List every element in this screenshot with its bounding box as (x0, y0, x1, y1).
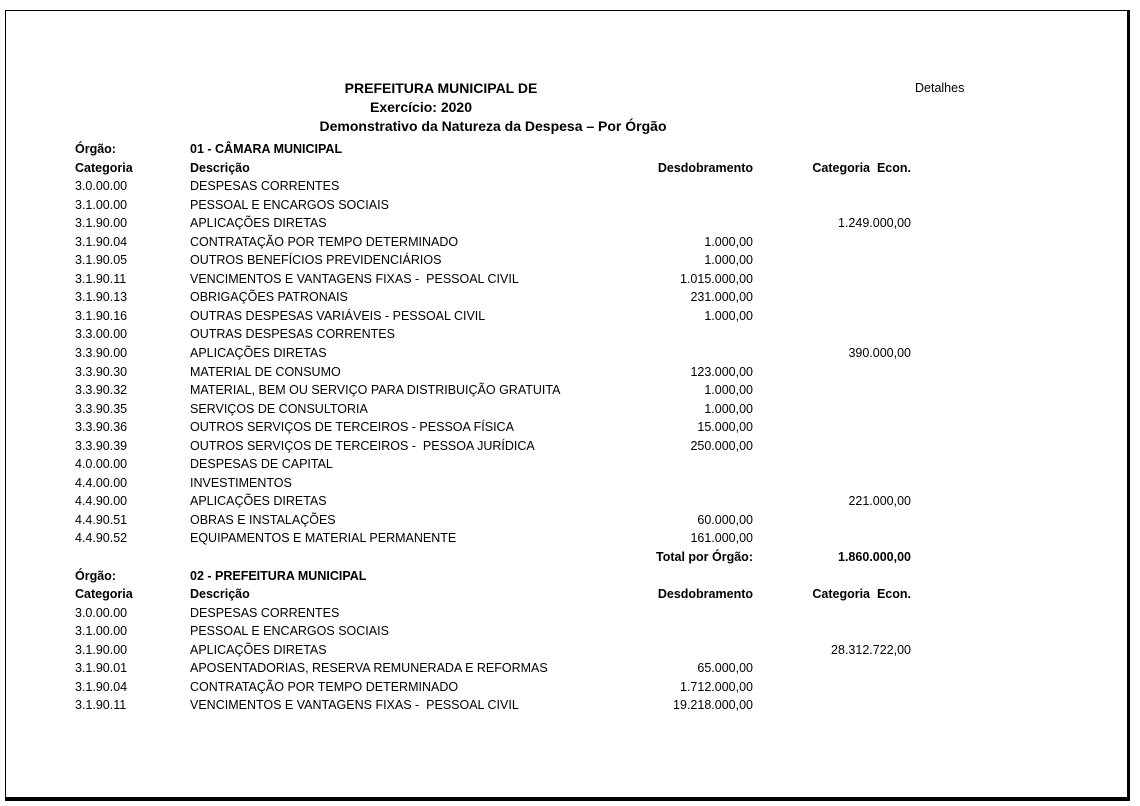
row-desdobramento-value (640, 492, 753, 511)
row-description: DESPESAS CORRENTES (190, 179, 340, 194)
col-categoria-econ: Categoria Econ. (812, 160, 911, 175)
row-code: 3.1.90.13 (75, 290, 128, 305)
table-row (75, 437, 911, 456)
row-description: EQUIPAMENTOS E MATERIAL PERMANENTE (190, 531, 457, 546)
row-code: 3.3.90.39 (75, 438, 128, 453)
total-value: 1.860.000,00 (838, 550, 911, 565)
row-desdobramento-value: 1.000,00 (704, 308, 753, 323)
row-desdobramento-value: 250.000,00 (690, 438, 753, 453)
table-row (75, 696, 911, 715)
column-header-row (75, 159, 911, 178)
col-descricao: Descrição (190, 587, 250, 602)
page-title: PREFEITURA MUNICIPAL DE (344, 80, 538, 96)
row-desdobramento-value: 1.000,00 (704, 401, 753, 416)
row-categoria-econ-value (753, 251, 911, 270)
table-row (75, 344, 911, 363)
row-description: APOSENTADORIAS, RESERVA REMUNERADA E REFORMAS (190, 661, 548, 676)
orgao-row (75, 567, 911, 586)
table-row (75, 214, 911, 233)
row-description: APLICAÇÕES DIRETAS (190, 346, 327, 361)
table-row (75, 641, 911, 660)
row-categoria-econ-value (753, 418, 911, 437)
table-row (75, 381, 911, 400)
row-categoria-econ-value (753, 696, 911, 715)
row-code: 3.3.90.32 (75, 383, 128, 398)
row-description: CONTRATAÇÃO POR TEMPO DETERMINADO (190, 679, 459, 694)
table-row (75, 622, 911, 641)
row-categoria-econ-value (753, 288, 911, 307)
row-desdobramento-value (640, 177, 753, 196)
row-categoria-econ-value: 28.312.722,00 (831, 642, 911, 657)
row-desdobramento-value: 65.000,00 (697, 661, 753, 676)
row-desdobramento-value: 123.000,00 (690, 364, 753, 379)
row-description: CONTRATAÇÃO POR TEMPO DETERMINADO (190, 234, 459, 249)
table-row (75, 270, 911, 289)
table-row (75, 325, 911, 344)
row-desdobramento-value: 15.000,00 (697, 420, 753, 435)
row-description: VENCIMENTOS E VANTAGENS FIXAS - PESSOAL CIVIL (190, 698, 519, 713)
row-description: OBRIGAÇÕES PATRONAIS (190, 290, 348, 305)
table-row (75, 418, 911, 437)
row-categoria-econ-value (753, 233, 911, 252)
row-categoria-econ-value (753, 511, 911, 530)
row-categoria-econ-value (753, 604, 911, 623)
row-categoria-econ-value (753, 659, 911, 678)
row-code: 3.1.90.16 (75, 308, 128, 323)
row-categoria-econ-value: 1.249.000,00 (838, 216, 911, 231)
report-page (5, 10, 1130, 801)
total-row (75, 548, 911, 567)
row-code: 3.1.90.04 (75, 234, 128, 249)
total-spacer (75, 548, 190, 567)
total-spacer (190, 548, 640, 567)
table-row (75, 177, 911, 196)
orgao-name: 02 - PREFEITURA MUNICIPAL (190, 568, 367, 583)
row-desdobramento-value: 161.000,00 (690, 531, 753, 546)
row-description: OUTROS BENEFÍCIOS PREVIDENCIÁRIOS (190, 253, 442, 268)
row-desdobramento-value: 1.000,00 (704, 234, 753, 249)
row-description: APLICAÇÕES DIRETAS (190, 494, 327, 509)
row-description: PESSOAL E ENCARGOS SOCIAIS (190, 624, 389, 639)
row-description: SERVIÇOS DE CONSULTORIA (190, 401, 368, 416)
orgao-label: Órgão: (75, 142, 116, 156)
col-descricao: Descrição (190, 160, 250, 175)
table-row (75, 307, 911, 326)
table-row (75, 511, 911, 530)
row-desdobramento-value (640, 325, 753, 344)
row-code: 3.1.90.11 (75, 698, 127, 713)
row-desdobramento-value (640, 604, 753, 623)
row-desdobramento-value (640, 474, 753, 493)
report-name: Demonstrativo da Natureza da Despesa – Por Órgão (319, 118, 667, 134)
row-description: APLICAÇÕES DIRETAS (190, 642, 327, 657)
row-description: OUTRAS DESPESAS CORRENTES (190, 327, 395, 342)
row-categoria-econ-value (753, 529, 911, 548)
row-code: 3.0.00.00 (75, 179, 128, 194)
row-code: 3.3.90.35 (75, 401, 128, 416)
exercise-line: Exercício: 2020 (370, 99, 472, 115)
table-row (75, 604, 911, 623)
row-desdobramento-value (640, 214, 753, 233)
row-desdobramento-value: 1.000,00 (704, 383, 753, 398)
table-row (75, 363, 911, 382)
row-description: VENCIMENTOS E VANTAGENS FIXAS - PESSOAL CIVIL (190, 271, 519, 286)
row-desdobramento-value (640, 622, 753, 641)
row-categoria-econ-value (753, 270, 911, 289)
row-desdobramento-value: 1.000,00 (704, 253, 753, 268)
row-description: APLICAÇÕES DIRETAS (190, 216, 327, 231)
table-row (75, 455, 911, 474)
row-categoria-econ-value (753, 196, 911, 215)
row-description: OUTROS SERVIÇOS DE TERCEIROS - PESSOA JURÍDICA (190, 438, 535, 453)
row-code: 3.1.90.04 (75, 679, 128, 694)
row-desdobramento-value (640, 344, 753, 363)
table-row (75, 529, 911, 548)
row-categoria-econ-value: 221.000,00 (848, 494, 911, 509)
row-code: 3.0.00.00 (75, 605, 128, 620)
row-categoria-econ-value (753, 622, 911, 641)
row-categoria-econ-value (753, 678, 911, 697)
row-code: 3.1.90.00 (75, 642, 128, 657)
orgao-row (75, 140, 911, 159)
row-categoria-econ-value (753, 455, 911, 474)
row-code: 4.4.90.51 (75, 512, 128, 527)
row-categoria-econ-value (753, 400, 911, 419)
table-row (75, 288, 911, 307)
row-description: OUTROS SERVIÇOS DE TERCEIROS - PESSOA FÍSICA (190, 420, 514, 435)
table-row (75, 400, 911, 419)
row-code: 3.1.00.00 (75, 624, 128, 639)
row-code: 3.1.90.05 (75, 253, 128, 268)
col-categoria: Categoria (75, 587, 133, 602)
table-row (75, 492, 911, 511)
table-row (75, 678, 911, 697)
row-desdobramento-value: 19.218.000,00 (673, 698, 753, 713)
row-categoria-econ-value (753, 381, 911, 400)
row-code: 3.1.00.00 (75, 197, 128, 212)
row-categoria-econ-value (753, 307, 911, 326)
col-categoria: Categoria (75, 160, 133, 175)
row-categoria-econ-value (753, 177, 911, 196)
row-desdobramento-value (640, 641, 753, 660)
row-code: 3.3.00.00 (75, 327, 128, 342)
row-code: 3.1.90.00 (75, 216, 128, 231)
row-code: 4.4.90.52 (75, 531, 128, 546)
row-description: DESPESAS DE CAPITAL (190, 457, 333, 472)
row-code: 3.1.90.11 (75, 271, 127, 286)
col-desdobramento: Desdobramento (657, 160, 753, 175)
orgao-name: 01 - CÂMARA MUNICIPAL (190, 142, 343, 156)
report-table (75, 140, 911, 715)
row-description: INVESTIMENTOS (190, 475, 292, 490)
row-code: 4.0.00.00 (75, 457, 128, 472)
orgao-label: Órgão: (75, 568, 116, 583)
row-desdobramento-value (640, 455, 753, 474)
total-label: Total por Órgão: (656, 550, 753, 565)
table-row (75, 659, 911, 678)
row-desdobramento-value: 60.000,00 (697, 512, 753, 527)
row-code: 3.3.90.00 (75, 346, 128, 361)
row-categoria-econ-value (753, 437, 911, 456)
row-desdobramento-value: 231.000,00 (690, 290, 753, 305)
col-desdobramento: Desdobramento (657, 587, 753, 602)
row-code: 3.1.90.01 (75, 661, 128, 676)
col-categoria-econ: Categoria Econ. (812, 587, 911, 602)
row-code: 3.3.90.36 (75, 420, 128, 435)
row-categoria-econ-value (753, 474, 911, 493)
table-row (75, 233, 911, 252)
row-categoria-econ-value (753, 325, 911, 344)
column-header-row (75, 585, 911, 604)
row-desdobramento-value: 1.015.000,00 (680, 271, 753, 286)
row-description: DESPESAS CORRENTES (190, 605, 340, 620)
row-categoria-econ-value: 390.000,00 (848, 346, 911, 361)
table-row (75, 196, 911, 215)
row-description: MATERIAL DE CONSUMO (190, 364, 341, 379)
row-desdobramento-value (640, 196, 753, 215)
table-row (75, 474, 911, 493)
row-desdobramento-value: 1.712.000,00 (680, 679, 753, 694)
row-code: 4.4.90.00 (75, 494, 128, 509)
detalhes-label: Detalhes (915, 81, 965, 95)
row-description: PESSOAL E ENCARGOS SOCIAIS (190, 197, 389, 212)
row-categoria-econ-value (753, 363, 911, 382)
row-code: 3.3.90.30 (75, 364, 128, 379)
row-description: OUTRAS DESPESAS VARIÁVEIS - PESSOAL CIVIL (190, 308, 486, 323)
row-description: OBRAS E INSTALAÇÕES (190, 512, 336, 527)
row-description: MATERIAL, BEM OU SERVIÇO PARA DISTRIBUIÇÃO GRATUITA (190, 383, 561, 398)
row-code: 4.4.00.00 (75, 475, 128, 490)
table-row (75, 251, 911, 270)
